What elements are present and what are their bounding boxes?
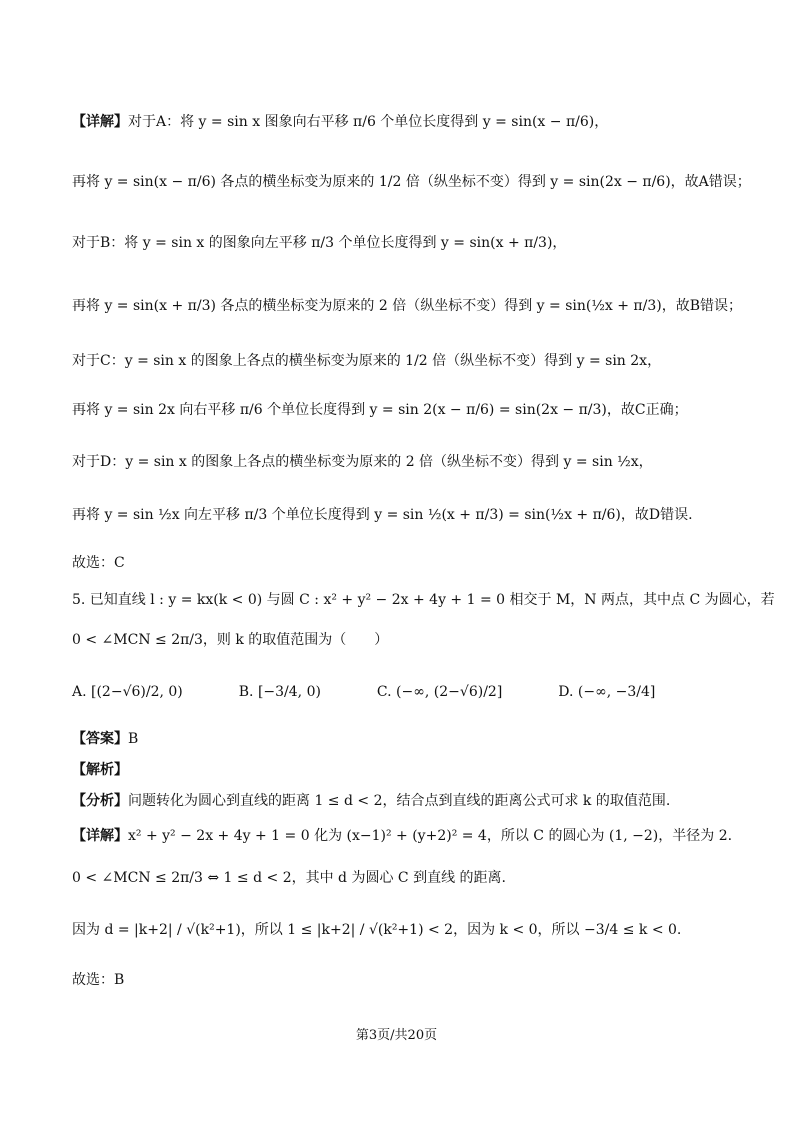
line-text: 再将 y = sin(x − π/6) 各点的横坐标变为原来的 1/2 倍（纵坐标不变）得到 y = sin(2x − π/6)，故A错误；: [72, 174, 751, 190]
line-text: 0 < ∠MCN ≤ 2π/3，则 k 的取值范围为（ ）: [72, 632, 389, 648]
line-text: 对于D：y = sin x 的图象上各点的横坐标变为原来的 2 倍（纵坐标不变）得到 y = sin ½x，: [72, 454, 653, 470]
text-line: [72, 791, 753, 811]
section-label: 【详解】: [72, 828, 128, 844]
section-label: 【分析】: [72, 793, 128, 809]
line-text: 对于B：将 y = sin x 的图象向左平移 π/3 个单位长度得到 y = sin(x + π/3)，: [72, 235, 567, 251]
line-text: 问题转化为圆心到直线的距离 1 ≤ d < 2，结合点到直线的距离公式可求 k 的取值范围.: [128, 793, 671, 809]
text-line: [72, 920, 753, 940]
text-line: [72, 826, 753, 846]
page-footer: 第3页/共20页: [355, 1028, 438, 1043]
text-line: [72, 868, 753, 888]
section-label: 【解析】: [72, 762, 128, 778]
text-line: [72, 351, 753, 371]
text-line: [72, 452, 753, 472]
line-text: 再将 y = sin(x + π/3) 各点的横坐标变为原来的 2 倍（纵坐标不变）得到 y = sin(½x + π/3)，故B错误；: [72, 298, 743, 314]
answer-line: [72, 729, 753, 749]
text-line: [72, 970, 753, 990]
text-line: [72, 296, 753, 316]
text-line: [72, 505, 753, 525]
line-text: 再将 y = sin 2x 向右平移 π/6 个单位长度得到 y = sin 2(x − π/6) = sin(2x − π/3)，故C正确；: [72, 402, 688, 418]
line-text: 故选：C: [72, 555, 125, 571]
question-line: [72, 590, 775, 610]
line-text: B: [128, 731, 139, 747]
text-line: [72, 172, 753, 192]
question-line: [72, 630, 753, 650]
analysis-heading: [72, 760, 753, 780]
line-text: 对于A：将 y = sin x 图象向右平移 π/6 个单位长度得到 y = sin(x − π/6)，: [128, 114, 609, 130]
line-text: 5. 已知直线 l : y = kx(k < 0) 与圆 C : x² + y² − 2x + 4y + 1 = 0 相交于 M，N 两点，其中点 C 为圆心，若: [72, 592, 775, 608]
text-line: [72, 233, 753, 253]
line-text: 因为 d = |k+2| / √(k²+1)，所以 1 ≤ |k+2| / √(k²+1) < 2，因为 k < 0，所以 −3/4 ≤ k < 0.: [72, 922, 682, 938]
line-text: 对于C：y = sin x 的图象上各点的横坐标变为原来的 1/2 倍（纵坐标不变）得到 y = sin 2x，: [72, 353, 662, 369]
line-text: 故选：B: [72, 972, 125, 988]
line-text: A. [(2−√6)/2, 0) B. [−3/4, 0) C. (−∞, (2−√6)/2] D. (−∞, −3/4]: [72, 684, 656, 700]
options-line: [72, 682, 753, 702]
section-label: 【详解】: [72, 114, 128, 130]
text-line: [72, 112, 753, 132]
line-text: 再将 y = sin ½x 向左平移 π/3 个单位长度得到 y = sin ½(x + π/3) = sin(½x + π/6)，故D错误.: [72, 507, 693, 523]
text-line: [72, 553, 753, 573]
line-text: x² + y² − 2x + 4y + 1 = 0 化为 (x−1)² + (y+2)² = 4，所以 C 的圆心为 (1, −2)，半径为 2.: [128, 828, 733, 844]
line-text: 0 < ∠MCN ≤ 2π/3 ⇔ 1 ≤ d < 2，其中 d 为圆心 C 到直线 的距离.: [72, 870, 506, 886]
section-label: 【答案】: [72, 731, 128, 747]
text-line: [72, 400, 753, 420]
